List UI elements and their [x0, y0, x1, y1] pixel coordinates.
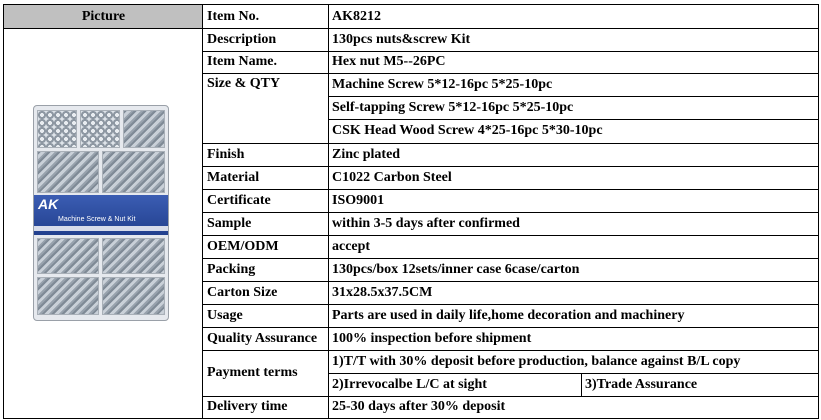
- row-divider: [202, 258, 819, 259]
- size-qty-value-3: CSK Head Wood Screw 4*25-16pc 5*30-10pc: [332, 123, 603, 138]
- row-divider: [202, 212, 819, 213]
- packing-value: 130pcs/box 12sets/inner case 6case/carton: [332, 261, 580, 277]
- certificate-label: Certificate: [207, 192, 271, 208]
- table-border: [3, 4, 819, 5]
- oem-odm-value: accept: [332, 238, 371, 254]
- row-divider: [202, 304, 819, 305]
- table-border: [3, 418, 819, 419]
- usage-value: Parts are used in daily life,home decoration and machinery: [332, 307, 685, 323]
- row-divider: [328, 96, 819, 97]
- quality-assurance-label: Quality Assurance: [207, 330, 318, 346]
- material-value: C1022 Carbon Steel: [332, 169, 452, 185]
- row-divider: [202, 143, 819, 144]
- sample-label: Sample: [207, 215, 252, 231]
- oem-odm-label: OEM/ODM: [207, 238, 279, 254]
- row-divider: [328, 119, 819, 120]
- row-divider: [202, 350, 819, 351]
- row-divider: [202, 73, 819, 74]
- item-name-label: Item Name.: [207, 54, 277, 69]
- size-qty-value-1: Machine Screw 5*12-16pc 5*25-10pc: [332, 76, 553, 92]
- row-divider: [202, 51, 819, 52]
- row-divider: [202, 281, 819, 282]
- delivery-time-label: Delivery time: [207, 399, 288, 414]
- row-divider: [328, 373, 819, 374]
- size-qty-label: Size & QTY: [207, 76, 281, 91]
- finish-value: Zinc plated: [332, 146, 401, 162]
- column-divider: [581, 373, 582, 396]
- item-no-value: AK8212: [332, 8, 381, 24]
- row-divider: [202, 166, 819, 167]
- brand-logo: AK: [38, 196, 59, 212]
- product-label-banner: [34, 195, 168, 235]
- label-strip: [34, 226, 168, 231]
- delivery-time-value: 25-30 days after 30% deposit: [332, 399, 506, 414]
- payment-terms-line-1: 1)T/T with 30% deposit before production, balance against B/L copy: [332, 353, 741, 369]
- packing-label: Packing: [207, 261, 256, 277]
- quality-assurance-value: 100% inspection before shipment: [332, 330, 532, 346]
- description-label: Description: [207, 31, 277, 47]
- size-qty-value-2: Self-tapping Screw 5*12-16pc 5*25-10pc: [332, 99, 574, 115]
- payment-terms-line-2: 2)Irrevocalbe L/C at sight: [332, 376, 487, 392]
- product-photo: [33, 105, 169, 321]
- carton-size-value: 31x28.5x37.5CM: [332, 284, 433, 300]
- picture-header: Picture: [4, 5, 203, 28]
- description-value: 130pcs nuts&screw Kit: [332, 31, 471, 47]
- sample-value: within 3-5 days after confirmed: [332, 215, 520, 231]
- certificate-value: ISO9001: [332, 192, 385, 208]
- carton-size-label: Carton Size: [207, 284, 278, 300]
- table-border: [3, 4, 4, 419]
- payment-terms-line-3: 3)Trade Assurance: [585, 376, 698, 392]
- item-no-label: Item No.: [207, 8, 260, 24]
- row-divider: [202, 189, 819, 190]
- row-divider: [202, 235, 819, 236]
- row-divider: [202, 396, 819, 397]
- finish-label: Finish: [207, 146, 245, 162]
- usage-label: Usage: [207, 307, 243, 323]
- row-divider: [202, 327, 819, 328]
- product-label-title: Machine Screw & Nut Kit: [58, 216, 136, 223]
- row-divider: [3, 28, 819, 29]
- payment-terms-label: Payment terms: [207, 365, 298, 380]
- material-label: Material: [207, 169, 260, 185]
- item-name-value: Hex nut M5--26PC: [332, 54, 446, 69]
